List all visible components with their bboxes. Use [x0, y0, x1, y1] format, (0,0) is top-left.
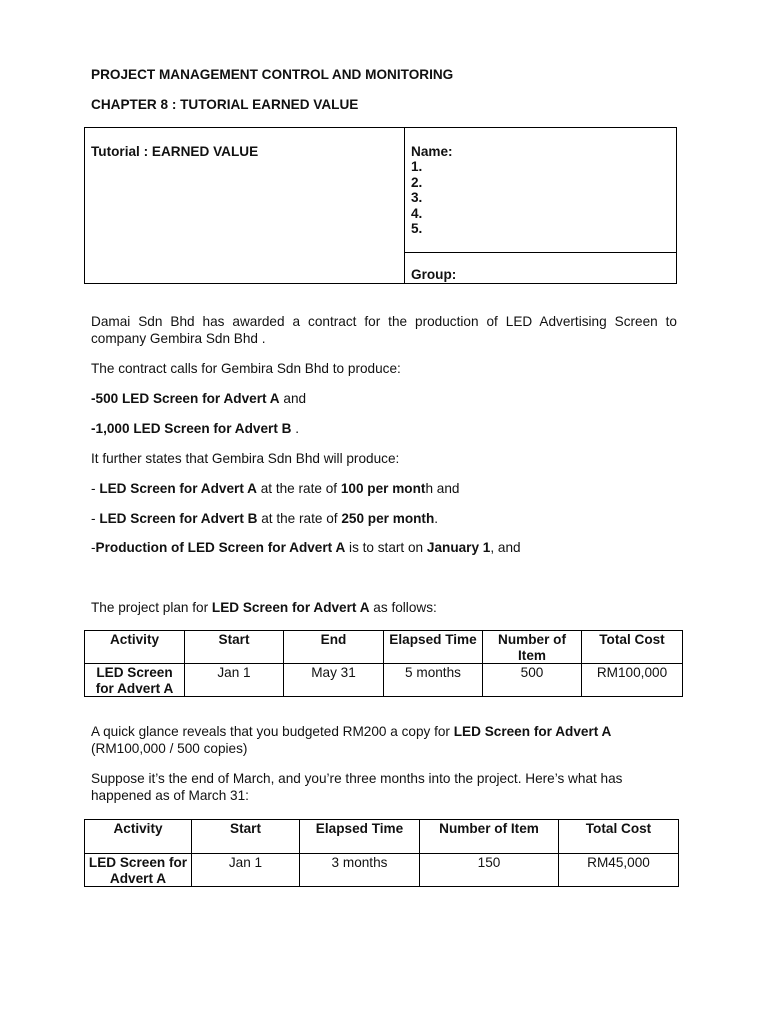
plan-header-end: End	[284, 631, 384, 664]
plan-header-items: Number of Item	[483, 631, 582, 664]
actual-cell-start: Jan 1	[192, 854, 300, 887]
glance-paragraph: A quick glance reveals that you budgeted RM200 a copy for LED Screen for Advert A (RM100,000 / 500 copies)	[91, 724, 612, 756]
plan-cell-start: Jan 1	[185, 664, 284, 697]
actual-cell-items: 150	[420, 854, 559, 887]
actual-header-elapsed: Elapsed Time	[300, 820, 420, 854]
plan-table	[84, 630, 683, 697]
document-title: PROJECT MANAGEMENT CONTROL AND MONITORING	[91, 67, 454, 82]
item-advert-a-bold: -500 LED Screen for Advert A	[91, 391, 280, 406]
production-start: -Production of LED Screen for Advert A is to start on January 1, and	[91, 540, 521, 555]
item-advert-b-bold: -1,000 LED Screen for Advert B	[91, 421, 292, 436]
item-advert-b-rest: .	[291, 421, 300, 436]
name-label: Name:	[411, 144, 453, 159]
plan-cell-activity: LED Screen for Advert A	[85, 664, 185, 697]
plan-header-elapsed: Elapsed Time	[384, 631, 483, 664]
actual-header-items: Number of Item	[420, 820, 559, 854]
name-line-3: 3.	[411, 190, 423, 206]
name-line-5: 5.	[411, 221, 423, 237]
plan-header-cost: Total Cost	[582, 631, 683, 664]
tutorial-label: Tutorial : EARNED VALUE	[91, 144, 259, 159]
calls-for-paragraph: The contract calls for Gembira Sdn Bhd to produce:	[91, 361, 401, 376]
actual-header-activity: Activity	[85, 820, 192, 854]
item-advert-a-rest: and	[279, 391, 307, 406]
name-line-4: 4.	[411, 205, 423, 221]
table-row	[85, 664, 683, 697]
name-block	[411, 144, 453, 236]
name-line-1: 1.	[411, 159, 423, 175]
group-label: Group:	[411, 267, 457, 282]
further-paragraph: It further states that Gembira Sdn Bhd will produce:	[91, 451, 400, 466]
rate-advert-b: - LED Screen for Advert B at the rate of 250 per month.	[91, 511, 439, 526]
table-row	[85, 854, 679, 887]
suppose-paragraph: Suppose it’s the end of March, and you’re three months into the project. Here’s what has happened as of March 31:	[91, 771, 623, 803]
actual-header-cost: Total Cost	[559, 820, 679, 854]
plan-cell-elapsed: 5 months	[384, 664, 483, 697]
plan-header-start: Start	[185, 631, 284, 664]
actual-cell-activity: LED Screen for Advert A	[85, 854, 192, 887]
actual-header-start: Start	[192, 820, 300, 854]
rate-advert-a: - LED Screen for Advert A at the rate of 100 per month and	[91, 481, 460, 496]
chapter-title: CHAPTER 8 : TUTORIAL EARNED VALUE	[91, 97, 359, 112]
plan-cell-end: May 31	[284, 664, 384, 697]
name-line-2: 2.	[411, 174, 423, 190]
plan-cell-items: 500	[483, 664, 582, 697]
actual-table	[84, 819, 679, 887]
intro-paragraph: Damai Sdn Bhd has awarded a contract for the production of LED Advertising Screen to company Gembira Sdn Bhd .	[91, 314, 677, 346]
item-advert-a	[91, 391, 677, 408]
item-advert-b	[91, 421, 677, 438]
plan-cell-cost: RM100,000	[582, 664, 683, 697]
plan-intro: The project plan for LED Screen for Advert A as follows:	[91, 600, 437, 615]
actual-cell-elapsed: 3 months	[300, 854, 420, 887]
plan-header-activity: Activity	[85, 631, 185, 664]
actual-cell-cost: RM45,000	[559, 854, 679, 887]
info-box	[84, 127, 677, 284]
